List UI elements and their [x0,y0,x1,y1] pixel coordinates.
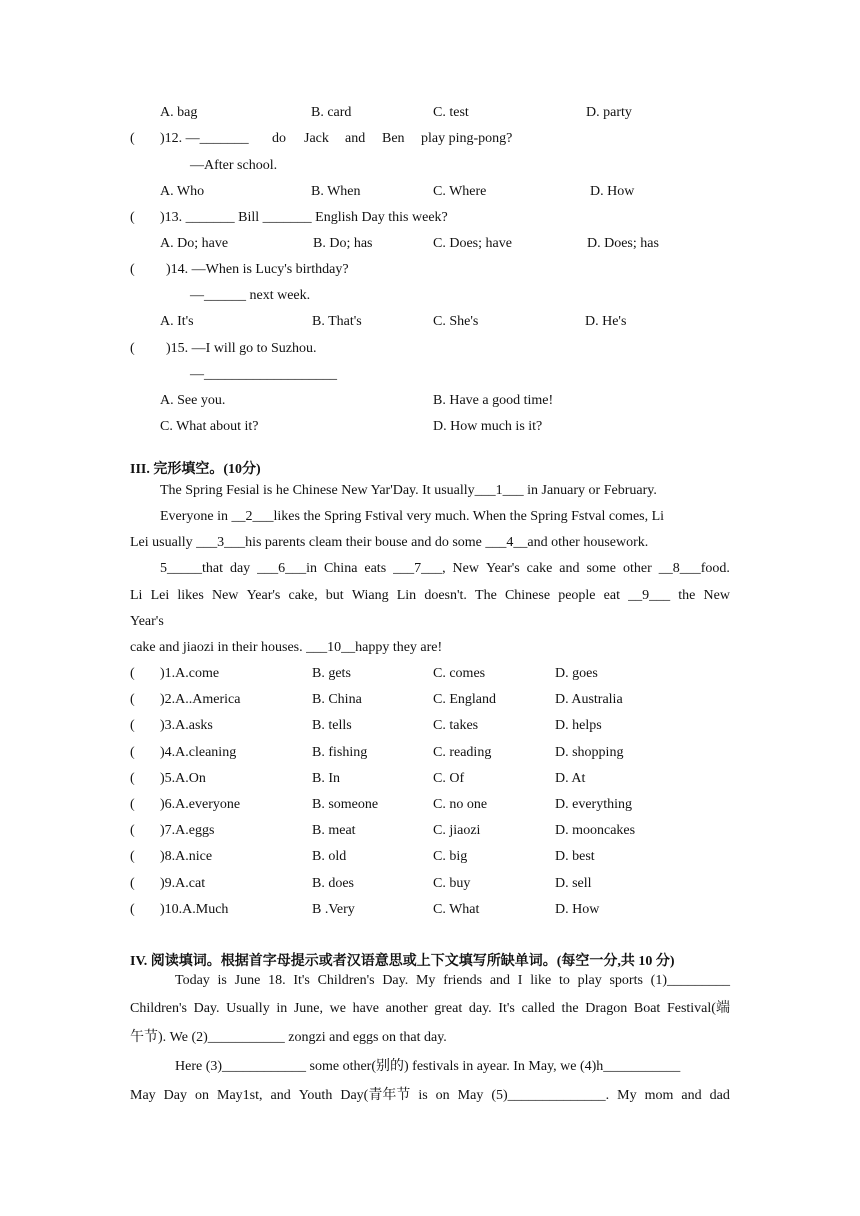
word: on [195,1088,209,1103]
word: and [489,973,511,988]
word: great [434,1001,463,1016]
word: May [130,1088,156,1103]
cloze-option-c: C. buy [433,875,471,891]
answer-bracket: ( [130,770,135,786]
cloze-option-b: B. does [312,875,354,891]
word: in [276,1001,288,1016]
answer-bracket: ( [130,718,135,734]
word: ___6___in [257,561,318,576]
q12-word-5: play ping-pong? [421,131,513,146]
word: Day. [382,973,409,988]
cloze-option-a: )6.A.everyone [160,797,241,812]
word: May [457,1088,484,1103]
word: other [622,561,652,576]
word: June, [293,1001,324,1016]
q11-option-c: C. test [433,105,469,120]
word: (1)_________ [650,973,730,988]
word: My [415,973,436,988]
q11-option-a: A. bag [160,105,198,120]
cloze-option-b: B. China [312,692,362,708]
cloze-line-3: Lei usually ___3___his parents cleam their bouse and do some ___4__and other housework. [130,535,649,550]
word: I [517,973,523,988]
word: (5)______________. [491,1088,610,1103]
cloze-option-d: D. How [555,901,600,917]
word: Boat [633,1001,661,1016]
cloze-option-a: )4.A.cleaning [160,744,237,760]
reading-line-1 [175,972,730,990]
q13-option-d: D. Does; has [587,236,659,251]
word: dad [709,1088,730,1103]
word: New [703,588,730,603]
cloze-option-b: B. meat [312,823,356,839]
q12-word-4: Ben [382,131,405,146]
q15-option-b: B. Have a good time! [433,393,554,408]
word: eats [364,561,387,576]
word: cake, [288,588,318,603]
word: China [323,561,358,576]
answer-bracket: ( [130,692,135,708]
cloze-option-d: D. At [555,770,586,786]
section-4-heading: IV. 阅读填词。根据首字母提示或者汉语意思或上下文填写所缺单词。(每空一分,共 10 分) [130,954,675,969]
q15-stem: )15. —I will go to Suzhou. [166,341,317,356]
q11-option-d: D. party [586,105,632,120]
word: Today [175,973,210,988]
word: but [325,588,344,603]
cloze-option-d: D. goes [555,666,598,681]
word: eat [603,588,620,603]
word: Lin [396,588,417,603]
q15-paren: ( [130,341,135,356]
q12-answer: —After school. [190,158,278,173]
word: sports [609,973,643,988]
cloze-option-c: C. reading [433,744,492,760]
word: the [561,1001,579,1016]
word: the [678,588,696,603]
q12-option-c: C. Where [433,184,487,199]
word: mom [644,1088,674,1103]
word: Children's [317,973,375,988]
answer-bracket: ( [130,901,135,917]
cloze-option-a: )1.A.come [160,666,220,681]
word: Year's [485,561,520,576]
word: likes [177,588,204,603]
cloze-line-7: cake and jiaozi in their houses. ___10__happy they are! [130,640,443,655]
cloze-option-d: D. sell [555,875,592,891]
word: and [559,561,580,576]
word: May1st, [217,1088,263,1103]
q14-answer: —______ next week. [190,288,311,303]
q13-option-b: B. Do; has [313,236,373,251]
word: My [617,1088,637,1103]
cloze-option-a: )10.A.Much [160,901,229,917]
cloze-option-c: C. England [433,692,496,708]
q14-option-a: A. It's [160,314,194,329]
q11-option-b: B. card [311,105,352,120]
q14-option-b: B. That's [312,314,362,329]
word: called [521,1001,555,1016]
cloze-option-a: )9.A.cat [160,875,206,891]
cloze-line-6: Year's [130,614,164,629]
q12-word-3: and [345,131,366,146]
cloze-option-c: C. comes [433,666,486,681]
word: Usually [226,1001,270,1016]
word: play [577,973,602,988]
cloze-option-b: B. fishing [312,744,368,760]
cloze-line-4 [160,560,730,578]
cloze-option-c: C. takes [433,718,479,734]
q14-option-c: C. She's [433,314,479,329]
word: on [435,1088,450,1103]
cloze-line-1: The Spring Fesial is he Chinese New Yar'Day. It usually___1___ in January or February. [160,483,657,498]
q14-stem: )14. —When is Lucy's birthday? [166,262,349,277]
reading-line-2 [130,1000,730,1018]
answer-bracket: ( [130,744,135,760]
word: Day(青年节 [340,1088,411,1103]
answer-bracket: ( [130,875,135,891]
cloze-option-c: C. What [433,901,480,917]
q15-answer: —___________________ [190,367,337,382]
word: Lei [150,588,170,603]
word: Dragon [585,1001,628,1016]
q12-word-1: do [272,131,286,146]
word: June [234,973,261,988]
word: Children's [130,1001,187,1016]
word: Year's [246,588,281,603]
answer-bracket: ( [130,849,135,865]
cloze-option-c: C. big [433,849,468,865]
q15-option-d: D. How much is it? [433,419,543,434]
word: friends [443,973,483,988]
cloze-line-2: Everyone in __2___likes the Spring Fstival very much. When the Spring Fstval comes, Li [160,509,665,524]
cloze-line-5 [130,587,730,605]
word: New [211,588,239,603]
word: another [385,1001,428,1016]
answer-bracket: ( [130,666,135,681]
word: day [229,561,251,576]
word: Chinese [504,588,551,603]
cloze-option-b: B. old [312,849,347,865]
word: and [681,1088,702,1103]
cloze-option-a: )8.A.nice [160,849,213,865]
word: It's [293,973,310,988]
word: It's [498,1001,515,1016]
reading-line-5 [130,1087,730,1105]
section-3-heading: III. 完形填空。(10分) [130,462,261,477]
word: __9___ [628,588,671,603]
cloze-option-b: B. someone [312,797,379,812]
cloze-option-d: D. helps [555,718,602,734]
q12-option-b: B. When [311,184,361,199]
cloze-option-d: D. Australia [555,692,623,708]
word: cake [526,561,553,576]
word: Day [163,1088,187,1103]
cloze-option-a: )5.A.On [160,770,206,786]
q13-option-a: A. Do; have [160,236,229,251]
cloze-option-a: )7.A.eggs [160,823,215,839]
word: Festival(端 [666,1001,730,1016]
q13-option-c: C. Does; have [433,236,512,251]
word: __8___food. [658,561,730,576]
word: New [452,561,479,576]
q12-paren: ( [130,131,135,146]
cloze-option-b: B. In [312,770,340,786]
cloze-option-d: D. shopping [555,744,624,760]
answer-bracket: ( [130,823,135,839]
word: ___7___, [393,561,446,576]
word: and [270,1088,291,1103]
word: to [558,973,570,988]
word: day. [468,1001,492,1016]
word: doesn't. [424,588,467,603]
cloze-option-c: C. no one [433,797,488,812]
reading-line-4: Here (3)____________ some other(别的) festivals in ayear. In May, we (4)h___________ [175,1059,681,1074]
cloze-option-c: C. Of [433,770,465,786]
cloze-option-b: B. tells [312,718,352,734]
word: The [475,588,497,603]
cloze-option-a: )2.A..America [160,692,241,708]
answer-bracket: ( [130,797,135,812]
word: have [352,1001,380,1016]
q14-option-d: D. He's [585,314,627,329]
word: 18. [268,973,286,988]
q13-paren: ( [130,210,135,225]
q12-word-2: Jack [304,131,329,146]
word: Day. [193,1001,220,1016]
cloze-option-b: B .Very [312,901,355,917]
word: Wiang [351,588,389,603]
q12-option-d: D. How [590,184,635,199]
word: Youth [298,1088,333,1103]
word: we [329,1001,346,1016]
q15-option-a: A. See you. [160,393,226,408]
q14-paren: ( [130,262,135,277]
word: people [558,588,596,603]
word: is [217,973,227,988]
q12-option-a: A. Who [160,184,205,199]
q15-option-c: C. What about it? [160,419,259,434]
cloze-option-b: B. gets [312,666,351,681]
reading-line-3: 午节). We (2)___________ zongzi and eggs on that day. [130,1030,447,1045]
cloze-option-a: )3.A.asks [160,718,213,734]
word: some [586,561,617,576]
word: is [418,1088,428,1103]
word: Li [130,588,143,603]
cloze-option-d: D. best [555,849,595,865]
q13-stem: )13. _______ Bill _______ English Day this week? [160,210,448,225]
word: like [530,973,552,988]
cloze-option-c: C. jiaozi [433,823,481,839]
q12-stem-start: )12. —_______ [160,131,249,146]
cloze-option-d: D. everything [555,797,632,812]
cloze-option-d: D. mooncakes [555,823,636,839]
word: 5_____that [160,561,223,576]
